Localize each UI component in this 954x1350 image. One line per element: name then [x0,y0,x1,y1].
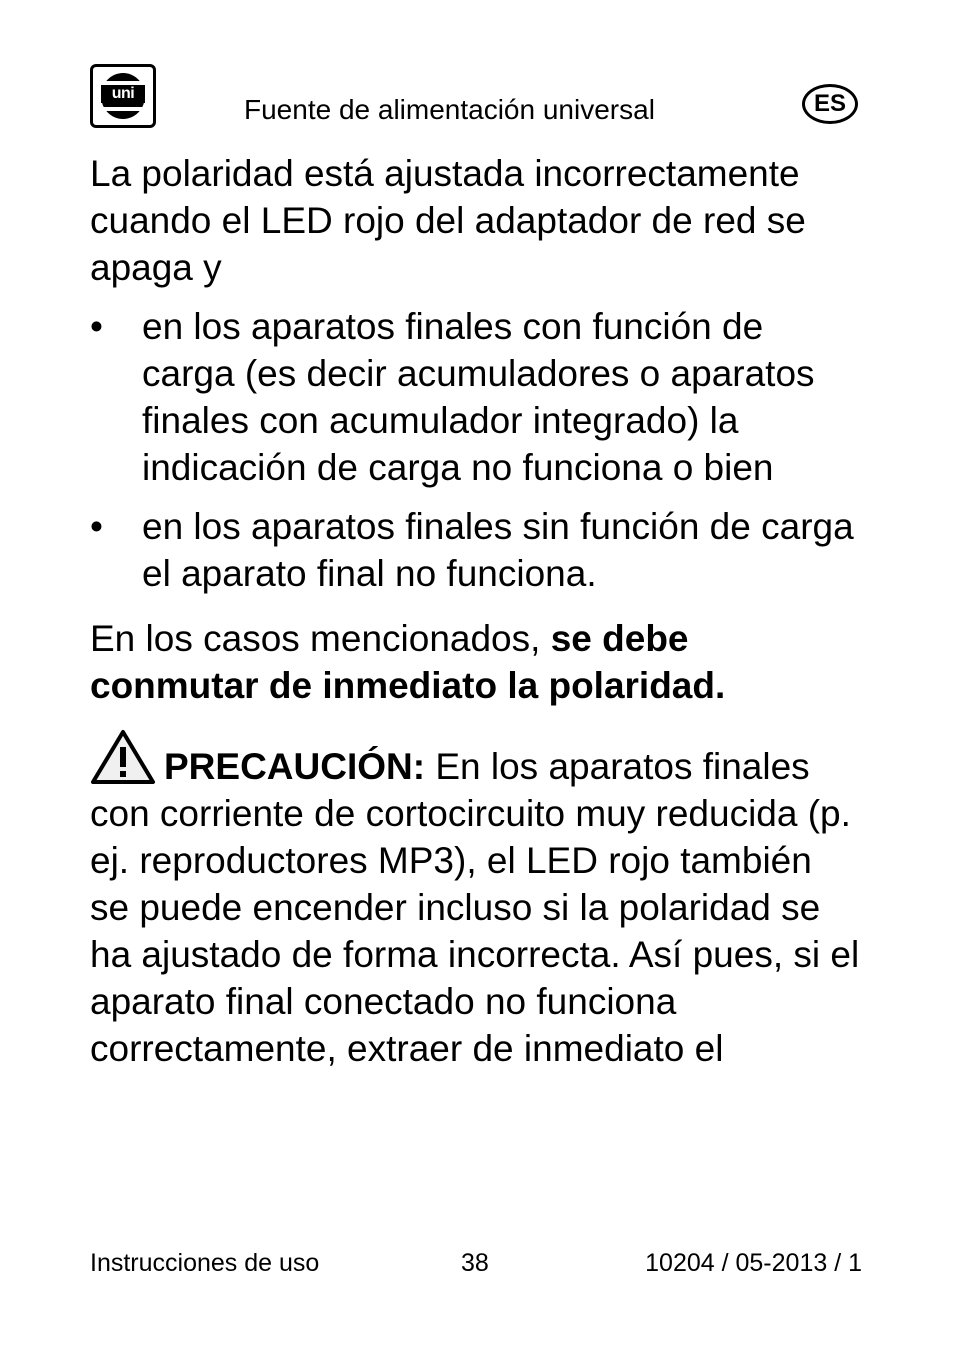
uni-logo-icon [90,64,156,128]
page-footer [90,1247,862,1281]
warning-label: PRECAUCIÓN: [164,746,426,787]
warning-paragraph [90,729,860,1072]
logo-disc [101,73,145,119]
bullet-dot: • [90,506,103,547]
bullet-dot: • [90,306,103,347]
list-item-text: en los aparatos finales con función de carga (es decir acumuladores o aparatos finales con acumulador integrado) la indicación de carga no funciona o bien [142,306,815,488]
header-title: Fuente de alimentación universal [244,94,655,125]
document-body [90,150,860,1072]
logo-text: uni [101,85,145,103]
warning-triangle-icon [90,729,156,785]
footer-doc-type: Instrucciones de uso [90,1249,320,1277]
logo-stripe-bottom [101,107,145,111]
page-number: 38 [461,1249,489,1277]
intro-paragraph: La polaridad está ajustada incorrectamente cuando el LED rojo del adaptador de red se apaga y [90,153,806,288]
cases-emphasis: se debe conmutar de inmediato la polaridad. [90,618,726,706]
language-badge: ES [802,84,858,124]
list-item [90,503,860,597]
cases-paragraph [90,615,860,709]
cases-text: En los casos mencionados, [90,618,551,659]
page-header [0,0,954,140]
warning-text: En los aparatos finales con corriente de cortocircuito muy reducida (p. ej. reproductores MP3), el LED rojo también se puede encender incluso si la polaridad se ha ajustado de forma incorrecta. Así pues, si el aparato final conectado no funciona correctamente, extraer de inmediato el [90,746,860,1069]
condition-list [90,303,860,597]
list-item-text: en los aparatos finales sin función de carga el aparato final no funciona. [142,506,854,594]
footer-doc-id: 10204 / 05-2013 / 1 [645,1249,862,1277]
list-item [90,303,860,491]
